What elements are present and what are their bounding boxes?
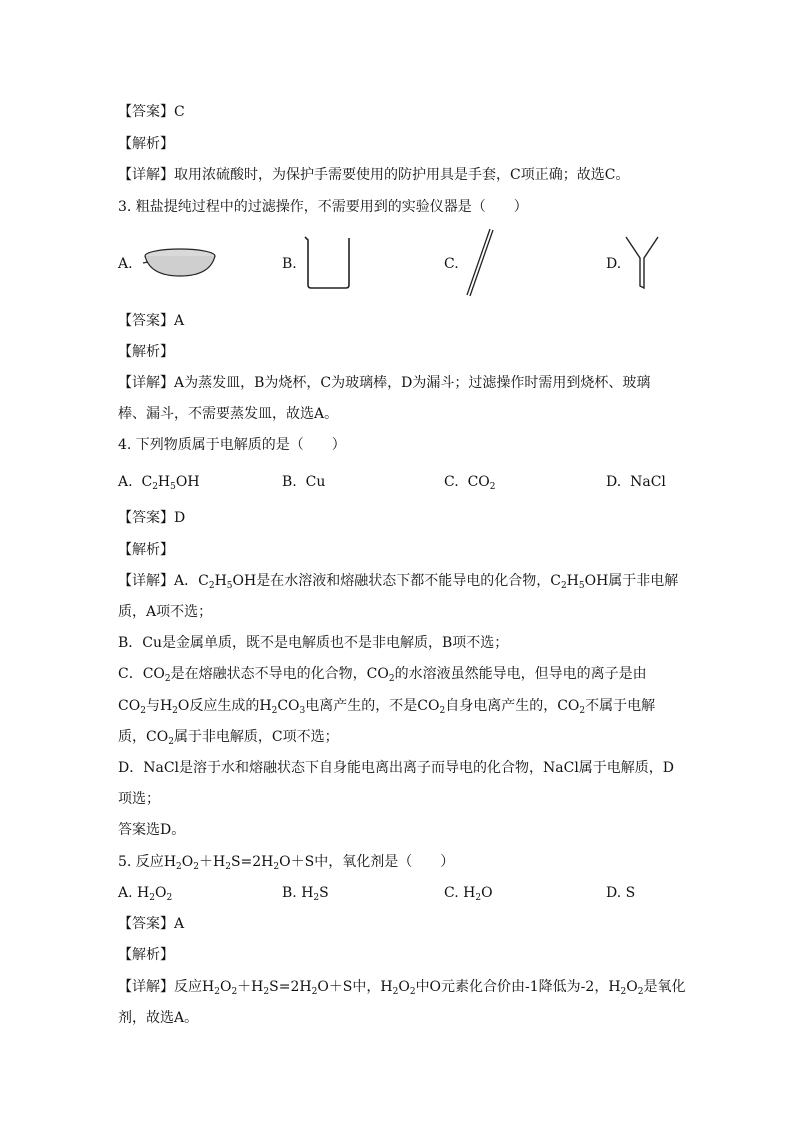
detail-tag: 【详解】: [118, 573, 174, 589]
analysis-tag: 【解析】: [118, 542, 174, 558]
q5-detail-line-2: 剂，故选A。: [118, 1010, 199, 1026]
q5-answer-line: [118, 915, 184, 933]
analysis-tag: 【解析】: [118, 136, 174, 152]
q4-detail-line-5: $CO_2$与$H_2O$反应生成的$H_2CO_3$电离产生的，不是$CO_2$自身电离产生的，$CO_2$不属于电解: [118, 698, 656, 716]
q3-option-a-label: A.: [118, 256, 133, 272]
funnel-icon: [624, 234, 660, 290]
q3-analysis-tag: [118, 343, 174, 361]
q4-option-d: D. NaCl: [606, 474, 666, 490]
q5-detail-line-1: 【详解】反应$H_2O_2+H_2S=2H_2O+S$中，$H_2O_2$中O元素化合价由-1降低为-2，$H_2O_2$是氧化: [118, 979, 686, 997]
q3-stem: 3. 粗盐提纯过程中的过滤操作，不需要用到的实验仪器是（ ）: [118, 199, 528, 215]
q3-detail-text-1: A为蒸发皿，B为烧杯，C为玻璃棒，D为漏斗；过滤操作时需用到烧杯、玻璃: [174, 375, 651, 391]
q3-option-d-label: D.: [606, 256, 622, 272]
q3-detail-line-1: [118, 374, 650, 392]
q4-detail-line-4: C．$CO_2$是在熔融状态不导电的化合物，$CO_2$的水溶液虽然能导电，但导电的离子是由: [118, 666, 647, 684]
detail-tag: 【详解】: [118, 167, 174, 183]
q4-detail-line-8: 项选；: [118, 791, 160, 807]
q4-detail-line-1: 【详解】A．$C_2H_5OH$是在水溶液和熔融状态下都不能导电的化合物，$C_2H_5OH$属于非电解: [118, 573, 679, 591]
q2-answer-value: C: [174, 104, 185, 120]
q4-detail-line-9: 答案选D。: [118, 822, 186, 838]
q3-option-b-label: B.: [282, 256, 297, 272]
q3-answer-value: A: [174, 313, 185, 329]
q5-analysis-tag: [118, 946, 174, 964]
q4-stem: 4. 下列物质属于电解质的是（ ）: [118, 437, 346, 453]
q3-detail-line-2: 棒、漏斗，不需要蒸发皿，故选A。: [118, 406, 339, 422]
q3-option-c-label: C.: [444, 256, 459, 272]
evaporating-dish-icon: [140, 244, 220, 280]
q3-answer-line: [118, 312, 184, 330]
q4-answer-value: D: [174, 510, 186, 526]
q2-detail-line: [118, 166, 629, 184]
q4-detail-line-6: 质，$CO_2$属于非电解质，C项不选；: [118, 729, 339, 747]
answer-tag: 【答案】: [118, 510, 174, 526]
q4-option-c: C. $CO_2$: [444, 474, 496, 492]
answer-tag: 【答案】: [118, 916, 174, 932]
q5-stem: 5. 反应$H_2O_2+H_2S=2H_2O+S$中，氧化剂是（ ）: [118, 854, 455, 872]
q5-answer-value: A: [174, 916, 185, 932]
q5-option-d: D. S: [606, 885, 636, 901]
q2-answer-line: [118, 103, 185, 121]
q4-option-a: A. $C_2H_5OH$: [118, 474, 200, 492]
q4-option-b: B. Cu: [282, 474, 326, 490]
detail-tag: 【详解】: [118, 979, 174, 995]
q4-detail-line-7: D．NaCl是溶于水和熔融状态下自身能电离出离子而导电的化合物，NaCl属于电解质，D: [118, 760, 675, 776]
analysis-tag: 【解析】: [118, 947, 174, 963]
q4-analysis-tag: [118, 541, 174, 559]
answer-tag: 【答案】: [118, 313, 174, 329]
answer-tag: 【答案】: [118, 104, 174, 120]
beaker-icon: [302, 234, 354, 290]
glass-rod-icon: [462, 226, 496, 298]
detail-tag: 【详解】: [118, 375, 174, 391]
q5-option-a: A. $H_2O_2$: [118, 885, 173, 903]
q4-answer-line: [118, 509, 185, 527]
q2-analysis-tag: [118, 135, 174, 153]
q4-detail-line-2: 质，A项不选；: [118, 604, 213, 620]
q4-detail-line-3: B．Cu是金属单质，既不是电解质也不是非电解质，B项不选；: [118, 635, 509, 651]
q5-option-c: C. $H_2O$: [444, 885, 493, 903]
q2-detail-text: 取用浓硫酸时，为保护手需要使用的防护用具是手套，C项正确；故选C。: [174, 167, 630, 183]
analysis-tag: 【解析】: [118, 344, 174, 360]
q5-option-b: B. $H_2S$: [282, 885, 329, 903]
